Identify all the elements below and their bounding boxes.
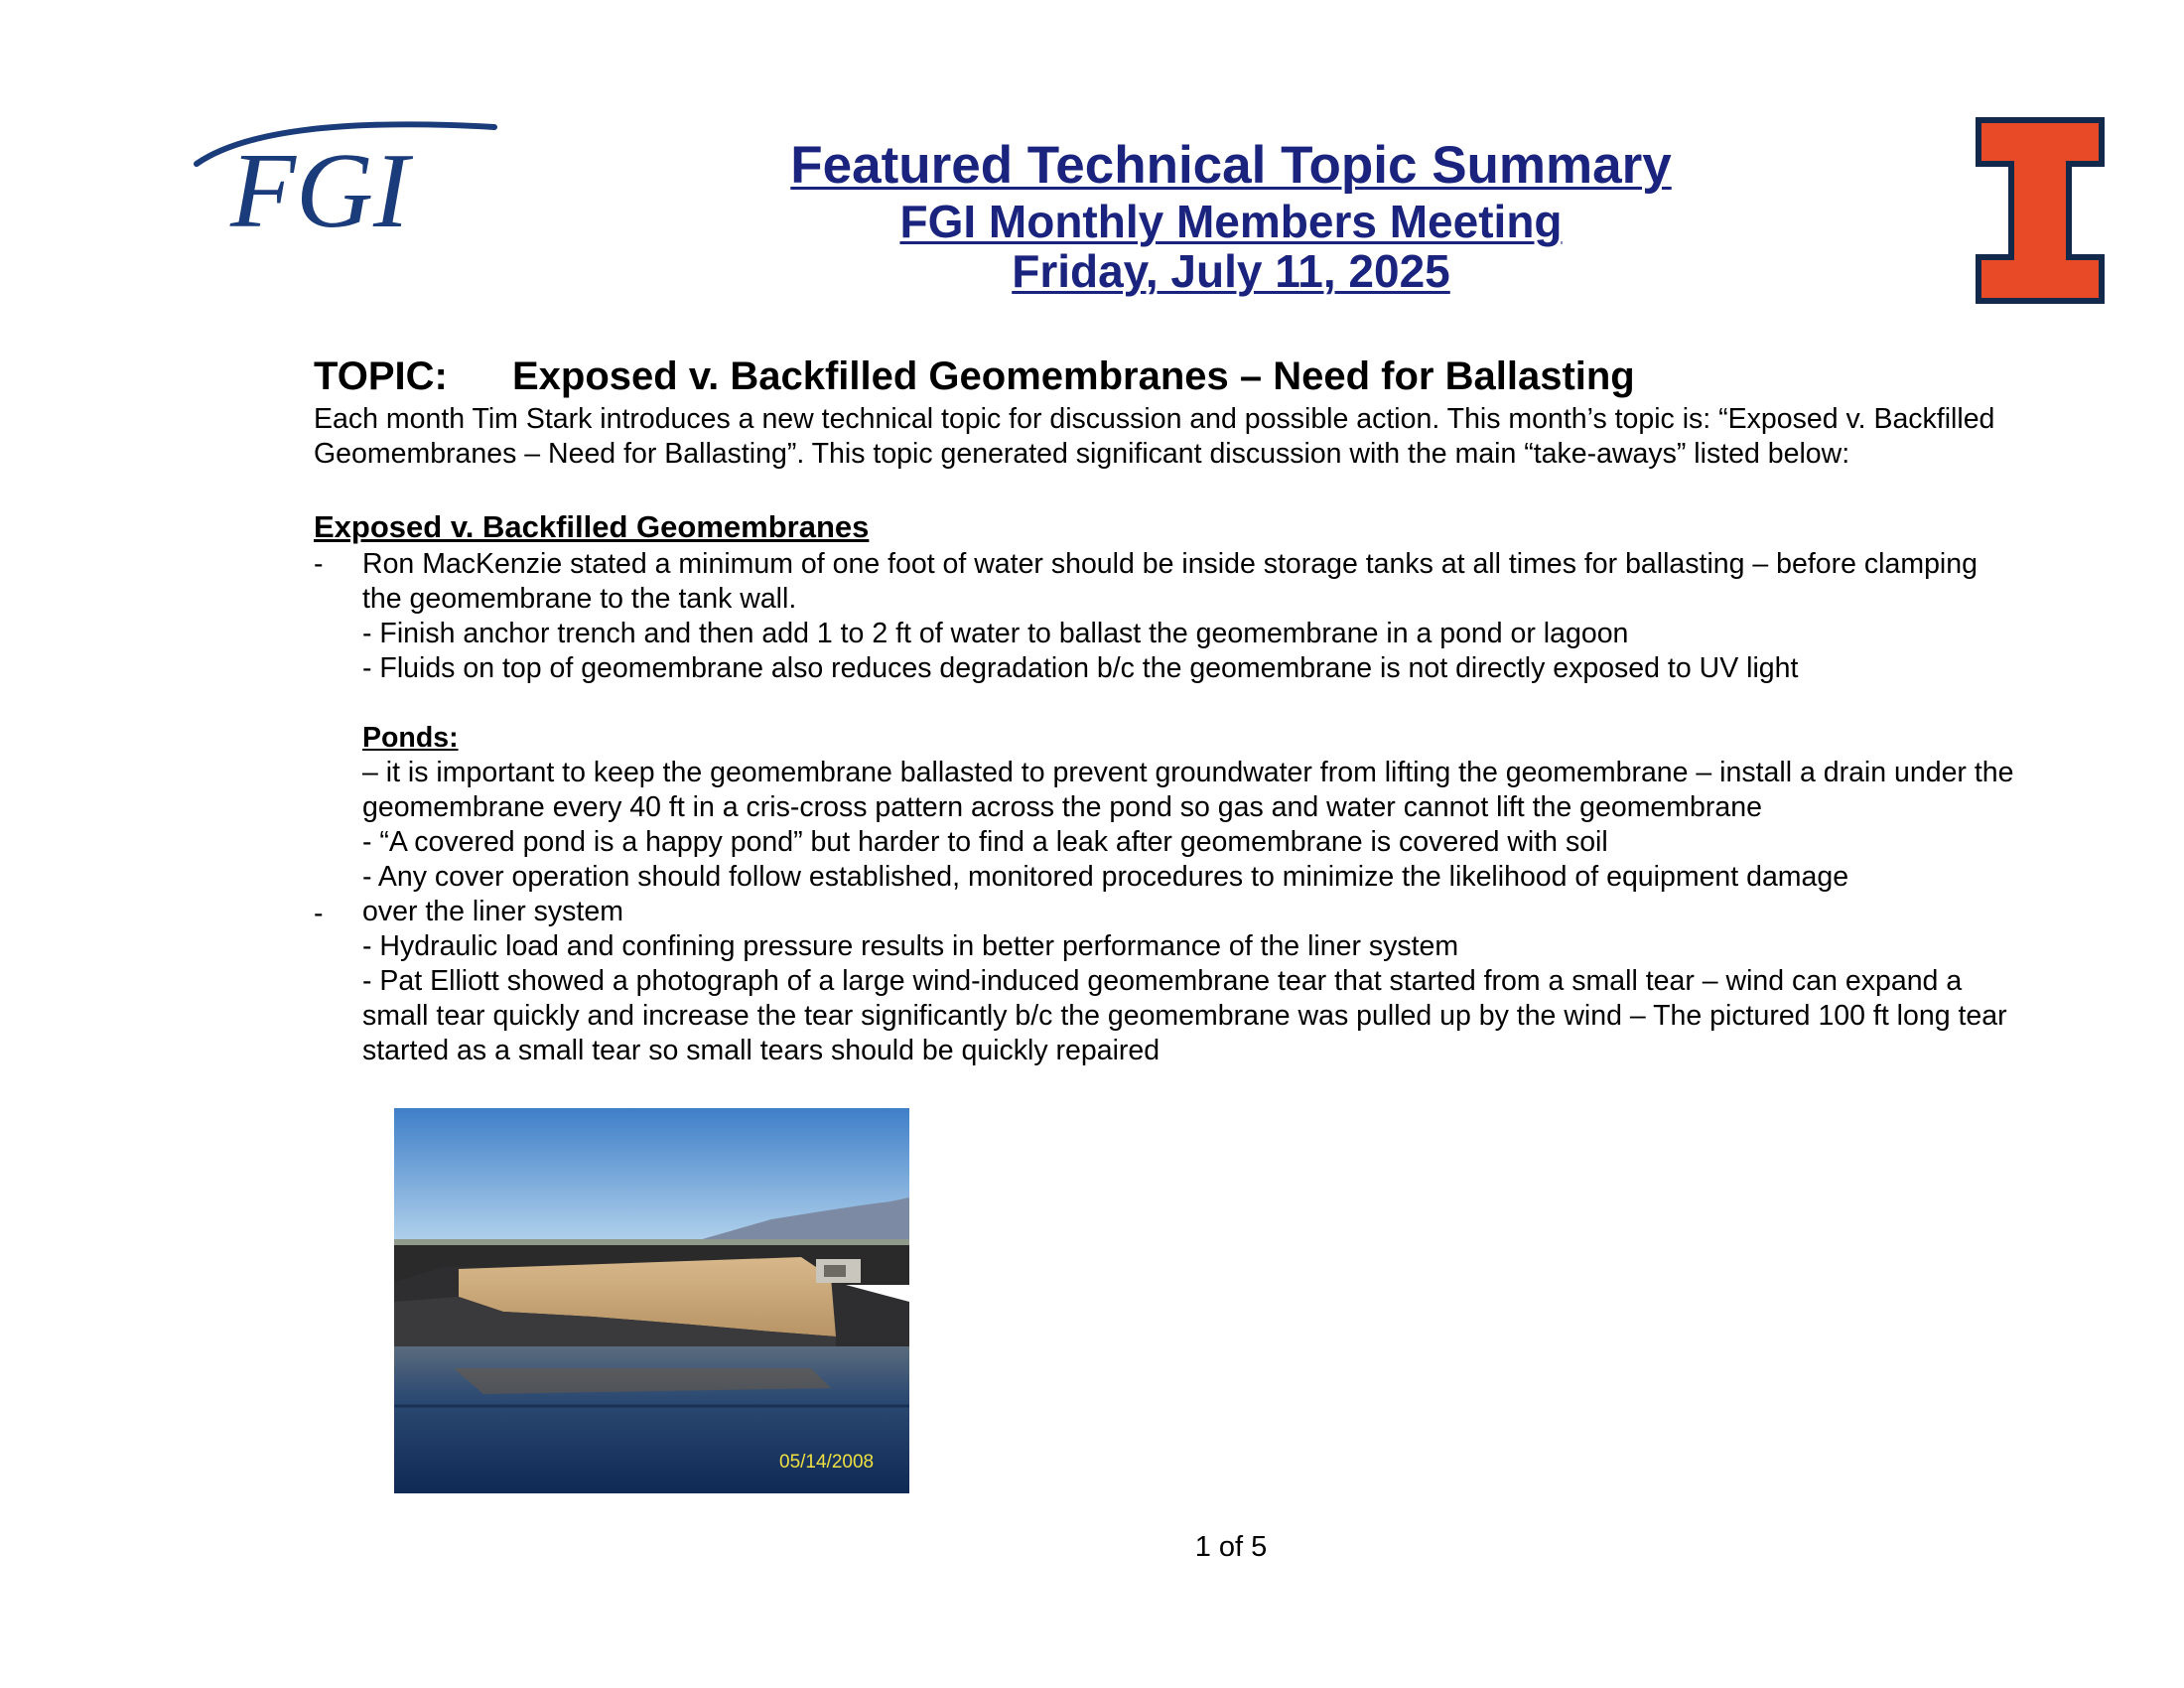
list-item: - “A covered pond is a happy pond” but harder to find a leak after geomembrane is covered with soil: [362, 826, 1608, 858]
list-item: geomembrane every 40 ft in a cris-cross pattern across the pond so gas and water cannot lift the geomembrane: [362, 791, 1762, 823]
fgi-logo: [179, 109, 506, 238]
topic-label: TOPIC:: [314, 354, 448, 398]
list-item: - Fluids on top of geomembrane also reduces degradation b/c the geomembrane is not directly exposed to UV light: [362, 652, 1799, 684]
document-title: Featured Technical Topic Summary: [790, 136, 1672, 195]
list-item: Ron MacKenzie stated a minimum of one foot of water should be inside storage tanks at all times for ballasting – before clamping: [362, 548, 1978, 580]
ponds-subheading: Ponds:: [362, 722, 459, 754]
list-item: – it is important to keep the geomembrane ballasted to prevent groundwater from lifting the geomembrane – install a drain under the: [362, 757, 2014, 788]
section-heading: Exposed v. Backfilled Geomembranes: [314, 509, 870, 544]
list-item: - Pat Elliott showed a photograph of a large wind-induced geomembrane tear that started from a small tear – wind can expand a: [362, 965, 1963, 997]
illinois-block-i-logo: [1976, 117, 2105, 304]
list-item: - Finish anchor trench and then add 1 to 2 ft of water to ballast the geomembrane in a pond or lagoon: [362, 618, 1629, 649]
topic-heading: [314, 352, 1635, 401]
meeting-date: Friday, July 11, 2025: [1012, 245, 1450, 297]
intro-paragraph: Each month Tim Stark introduces a new technical topic for discussion and possible action. This month’s topic is: “Exposed v. Backfilled Geomembranes – Need for Ballasting”. This topic generated significant discussion with the main “take-aways” listed below:: [314, 403, 1995, 470]
geomembrane-tear-photo: [394, 1108, 909, 1493]
list-item: over the liner system: [362, 896, 623, 927]
bullet-dash: -: [314, 548, 324, 580]
meeting-name: FGI Monthly Members Meeting: [899, 196, 1563, 247]
fgi-logo-text: FGI: [230, 132, 409, 238]
list-item: - Any cover operation should follow established, monitored procedures to minimize the likelihood of equipment damage: [362, 861, 1849, 893]
bullet-dash: -: [314, 898, 324, 929]
list-item: started as a small tear so small tears should be quickly repaired: [362, 1035, 1160, 1066]
list-item: - Hydraulic load and confining pressure results in better performance of the liner system: [362, 930, 1459, 962]
takeaways-list: [362, 547, 2164, 1068]
topic-title: Exposed v. Backfilled Geomembranes – Need for Ballasting: [512, 354, 1635, 398]
page-number: 1 of 5: [1194, 1531, 1268, 1563]
list-item: the geomembrane to the tank wall.: [362, 583, 797, 615]
list-item: small tear quickly and increase the tear significantly b/c the geomembrane was pulled up by the wind – The pictured 100 ft long tear: [362, 1000, 2007, 1032]
photo-date-stamp: 05/14/2008: [779, 1452, 875, 1473]
